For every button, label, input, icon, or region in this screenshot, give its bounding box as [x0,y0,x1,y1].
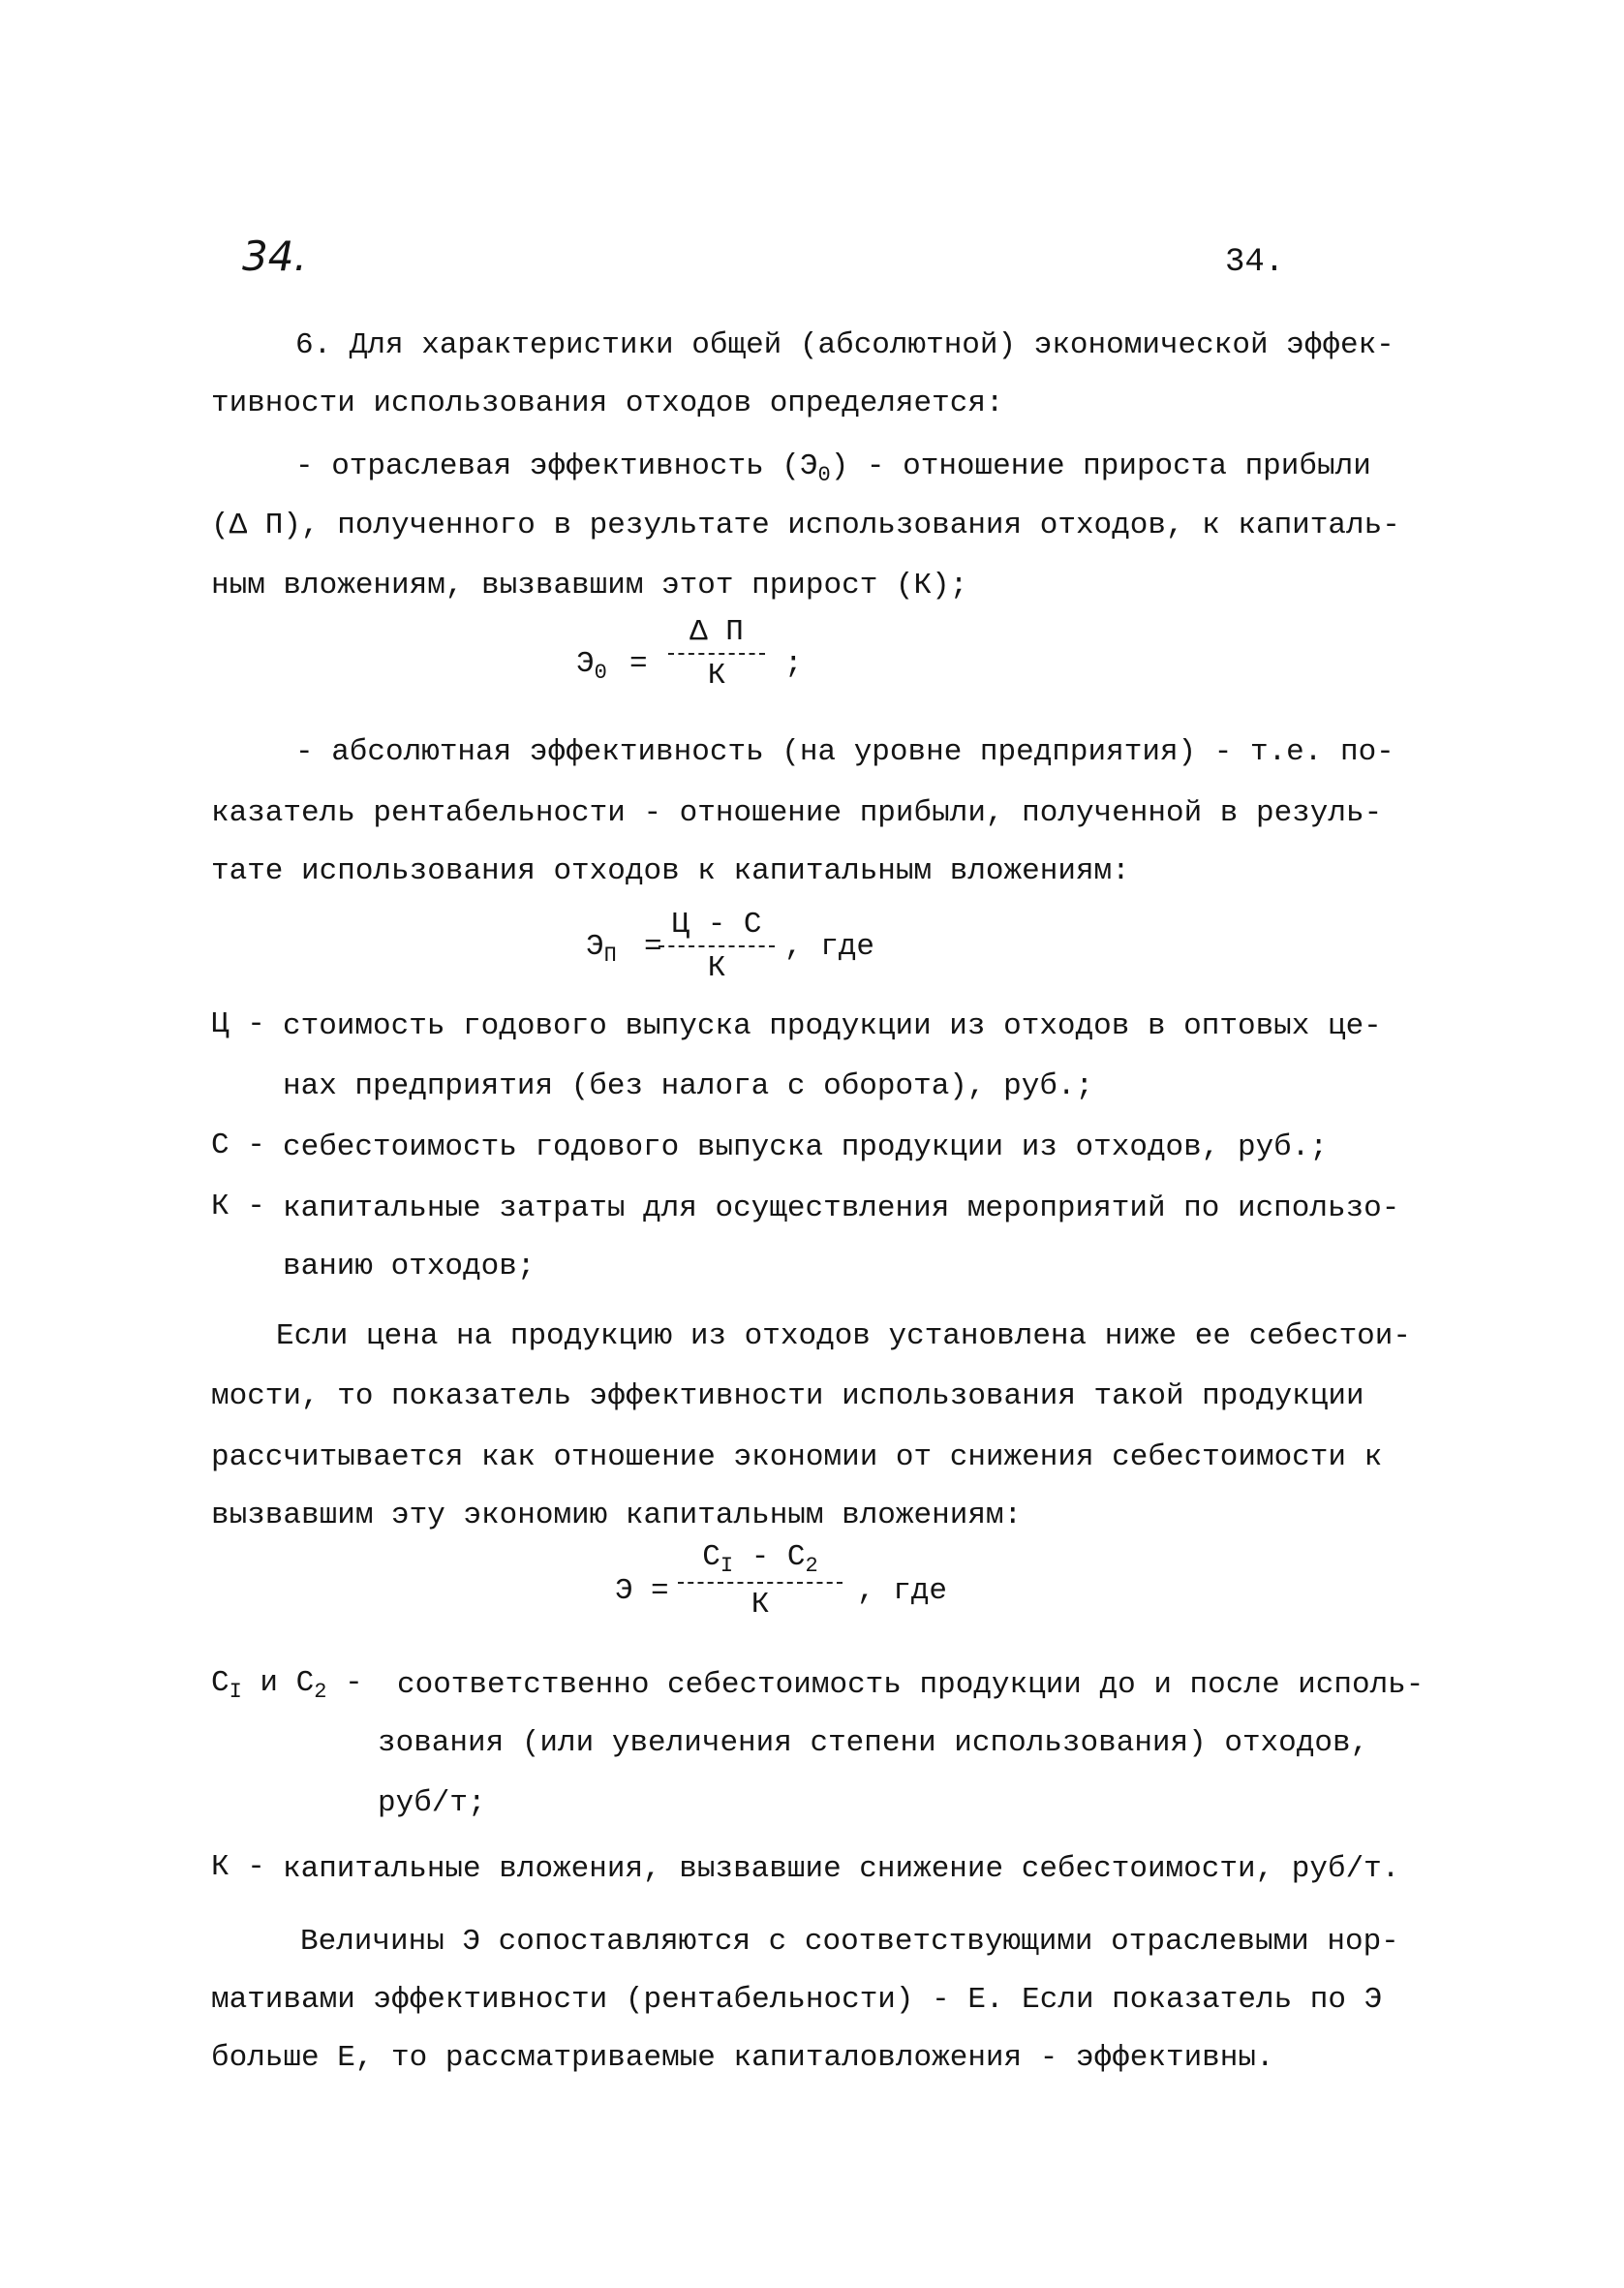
def-term-s: С - [211,1129,265,1162]
def-term-c: Ц - [211,1007,265,1041]
formula1-tail: ; [784,647,803,681]
item1-line-1: - отраслевая эффективность $(Э_0)$ - отношение прироста прибыли [295,449,1371,488]
formula2-fraction [659,908,775,985]
formula3-fraction [678,1540,843,1622]
para6-line-2: тивности использования отходов определяется: [211,386,1004,420]
para6-line-1: 6. Для характеристики общей (абсолютной) экономической эффек- [295,328,1394,362]
formula1-numerator: Δ П [668,615,765,655]
formula1-lhs: $Э_0$ [576,647,607,686]
def-k-line-2: ванию отходов; [283,1250,536,1283]
def-term-c1-c2: $С_I$ и $С_2$ - [211,1666,363,1705]
para-cost-line-3: рассчитывается как отношение экономии от снижения себестоимости к [211,1440,1383,1474]
formula3-lhs: Э [615,1574,633,1608]
formula3-eq: = [651,1574,669,1608]
def-c12-line-3: руб/т; [378,1786,486,1820]
def-c12-line-1: соответственно себестоимость продукции до и после исполь- [397,1668,1425,1702]
def-s-line-1: себестоимость годового выпуска продукции из отходов, руб.; [283,1130,1328,1164]
para-cost-line-4: вызвавшим эту экономию капитальным вложениям: [211,1499,1023,1532]
def-c12-line-2: зования (или увеличения степени использования) отходов, [378,1726,1369,1760]
def2-term-k: К - [211,1850,265,1884]
formula2-lhs: $Э_П$ [586,930,617,969]
para-final-line-2: мативами эффективности (рентабельности) - Е. Если показатель по Э [211,1983,1383,2017]
formula3-denominator: К [751,1588,770,1623]
formula1-denominator: К [707,659,726,693]
def-term-k: К - [211,1190,265,1223]
item2-line-2: казатель рентабельности - отношение прибыли, полученной в резуль- [211,796,1383,830]
item1-line-2: (Δ П), полученного в результате использования отходов, к капиталь- [211,509,1400,542]
formula2-numerator: Ц - С [659,908,775,947]
item1-line-3: ным вложениям, вызвавшим этот прирост (К); [211,569,968,603]
formula1-eq: = [629,647,648,681]
def-c-line-2: нах предприятия (без налога с оборота), руб.; [283,1069,1094,1103]
formula2-tail: , где [784,930,875,964]
handwritten-page-number: 34. [242,232,307,280]
formula3-tail: , где [857,1574,948,1608]
para-cost-line-2: мости, то показатель эффективности использования такой продукции [211,1379,1364,1413]
item2-line-1: - абсолютная эффективность (на уровне предприятия) - т.е. по- [295,735,1394,769]
def-c-line-1: стоимость годового выпуска продукции из отходов в оптовых це- [283,1009,1382,1043]
para-cost-line-1: Если цена на продукцию из отходов установлена ниже ее себестои- [276,1319,1411,1353]
formula2-eq: = [644,930,662,964]
item2-line-3: тате использования отходов к капитальным вложениям: [211,854,1130,888]
para-final-line-3: больше Е, то рассматриваемые капиталовложения - эффективны. [211,2041,1274,2075]
formula2-denominator: К [707,951,726,985]
typed-page-number: 34. [1225,244,1285,281]
def-k-line-1: капитальные затраты для осуществления мероприятий по использо- [283,1191,1400,1225]
formula3-numerator: $С_I - С_2$ [678,1540,843,1584]
def2-k-line-1: капитальные вложения, вызвавшие снижение себестоимости, руб/т. [283,1852,1400,1886]
formula1-fraction [668,615,765,693]
para-final-line-1: Величины Э сопоставляются с соответствующими отраслевыми нор- [300,1925,1399,1959]
